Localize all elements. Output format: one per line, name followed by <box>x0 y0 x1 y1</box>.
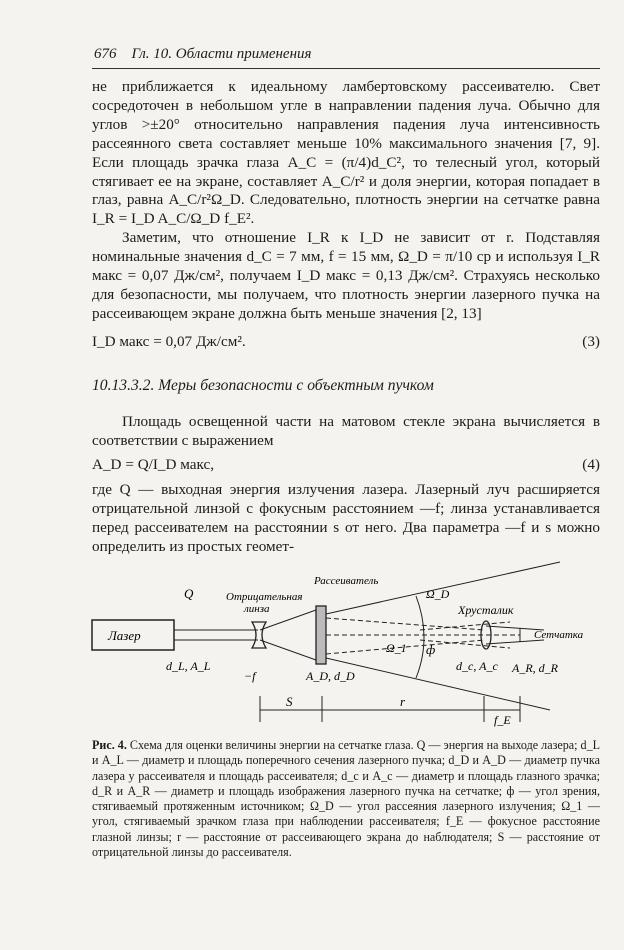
diffuser-label: Рассеиватель <box>314 575 379 587</box>
paragraph-1: не приближается к идеальному ламбертовскому рассеивателю. Свет сосредоточен в небольшом угле в направлении падения луча. Обычно для углов >±20° относительно направления падения луча интенсивность рассеянного света составляет меньше 10% максимального значения [7, 9]. Если площадь зрачка глаза A_C = (π/4)d_C², то телесный угол, который стягивает ее на экране, составляет A_C/r² и доля энергии, которая попадает в глаз, равна A_C/r²Ω_D. Следовательно, плотность энергии на сетчатке равна I_R = I_D A_C/Ω_D f_E². <box>92 78 600 228</box>
neg-lens-label-1: Отрицательная <box>226 591 303 603</box>
figure-caption <box>92 738 600 860</box>
paragraph-3: Площадь освещенной части на матовом стекле экрана вычисляется в соответствии с выражением <box>92 412 600 449</box>
ar-dr-label: A_R, d_R <box>512 661 558 675</box>
equation-4-number: (4) <box>582 456 600 474</box>
equation-3-body: I_D макс = 0,07 Дж/см². <box>92 332 246 350</box>
header-rule <box>92 68 600 69</box>
omega-d-arc <box>416 596 424 678</box>
caption-label: Рис. 4. <box>92 738 127 752</box>
q-label: Q <box>184 586 194 601</box>
diffuser <box>316 606 326 664</box>
optical-diagram <box>80 560 610 740</box>
paragraph-4: где Q — выходная энергия излучения лазера. Лазерный луч расширяется отрицательной линзой с фокусным расстоянием —f; линза устанавливается перед рассеивателем на расстоянии s от него. Два параметра —f и s можно определить из простых геомет- <box>92 481 600 556</box>
equation-4 <box>92 456 600 475</box>
ad-dd-label: A_D, d_D <box>306 669 355 683</box>
laser-label: Лазер <box>108 628 141 643</box>
running-title: Гл. 10. Области применения <box>131 46 312 62</box>
f-label: −f <box>244 669 256 683</box>
running-header <box>94 46 594 63</box>
dc-ac-label: d_c, A_c <box>456 659 498 673</box>
equation-3-number: (3) <box>582 332 600 350</box>
main-text <box>92 78 600 557</box>
section-title: 10.13.3.2. Меры безопасности с объектным пучком <box>92 376 434 394</box>
omega1-label: Ω_1 <box>386 641 407 655</box>
neg-lens-label-2: линза <box>244 603 270 615</box>
lens-label: Хрусталик <box>458 603 514 617</box>
equation-3 <box>92 333 600 352</box>
diverge-bottom <box>260 640 316 660</box>
dl-al-label: d_L, A_L <box>166 659 211 673</box>
caption-text: Схема для оценки величины энергии на сетчатке глаза. Q — энергия на выходе лазера; d_L и A_L — диаметр и площадь поперечного сечения лазерного пучка; d_D и A_D — диаметр пучка лазера у рассеивателя и площадь рассеивателя; d_c и A_c — диаметр и площадь глазного зрачка; d_R и A_R — диаметр и площадь изображения лазерного пучка на сетчатке; ф — угол зрения, стягиваемый протяженным источником; Ω_D — угол рассеяния лазерного излучения; Ω_1 — угол, стягиваемый зрачком глаза при наблюдении рассеивателя; f_E — фокусное расстояние глазной линзы; r — расстояние от рассеивающего экрана до наблюдателя; S — расстояние от отрицательной линзы до рассеивателя. <box>92 738 600 860</box>
equation-4-body: A_D = Q/I_D макс, <box>92 456 215 474</box>
omega-d-label: Ω_D <box>426 587 450 601</box>
fe-label: f_E <box>494 713 511 727</box>
phi-label: ф <box>426 642 436 657</box>
r-label: r <box>400 694 406 709</box>
retina-label: Сетчатка <box>534 629 584 641</box>
page-number: 676 <box>94 46 117 62</box>
ray-1 <box>326 618 485 630</box>
paragraph-2: Заметим, что отношение I_R к I_D не зависит от r. Подставляя номинальные значения d_C = 7 мм, f = 15 мм, Ω_D = π/10 ср и используя I_R макс = 0,07 Дж/см², получаем I_D макс = 0,13 Дж/см². Страхуясь несколько для безопасности, мы получаем, что плотность энергии лазерного пучка на рассеивающем экране должна быть меньше значения [2, 13] <box>92 229 600 322</box>
negative-lens <box>252 622 266 648</box>
s-label: S <box>286 694 293 709</box>
